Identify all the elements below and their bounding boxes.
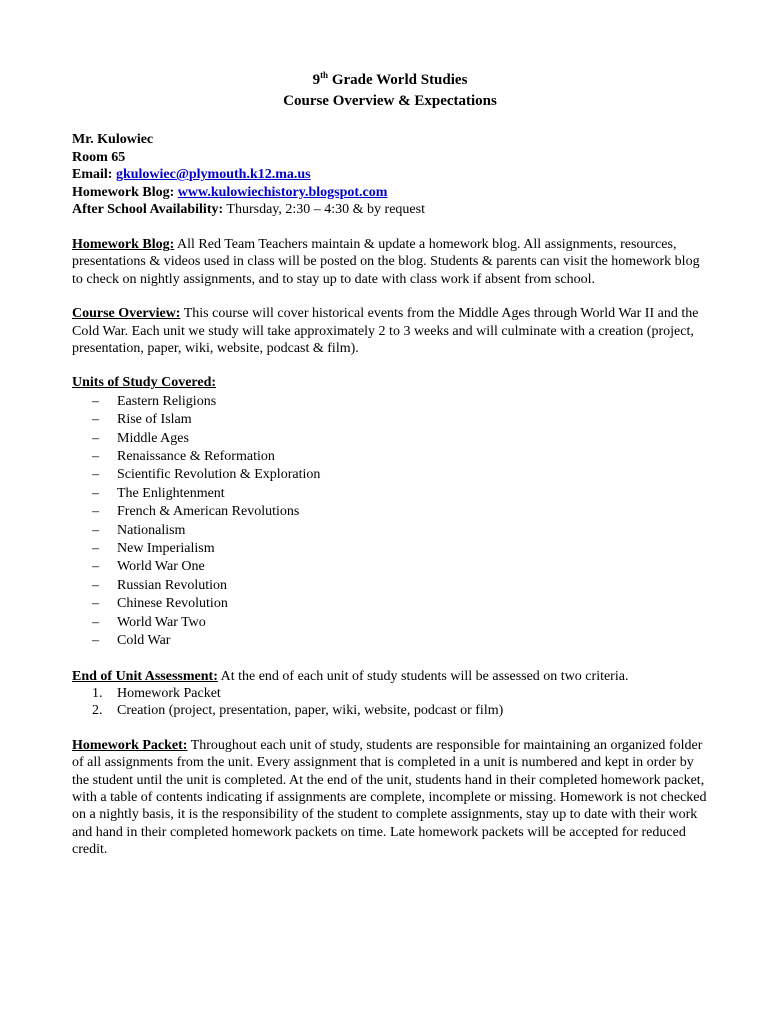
list-item xyxy=(92,614,708,632)
homework-packet-text: Throughout each unit of study, students are responsible for maintaining an organized folder of all assignments from the unit. Every assignment that is completed in a unit is numbered and kept in order by the student until the unit is completed. At the end of the unit, students hand in their completed homework packet, with a table of contents indicating if assignments are complete, incomplete or missing. Homework is not checked on a nightly basis, it is the responsibility of the student to complete assignments, stay up to date with their work and hand in their completed homework packets on time. Late homework packets will be accepted for reduced credit. xyxy=(72,737,707,858)
availability-line xyxy=(72,201,708,219)
unit-label: World War Two xyxy=(117,614,206,630)
list-item xyxy=(92,393,708,411)
list-item xyxy=(92,685,708,702)
email-label: Email: xyxy=(72,167,113,183)
list-item xyxy=(92,485,708,503)
grade-number: 9 xyxy=(312,72,321,88)
bullet-dash: – xyxy=(92,596,99,612)
criteria-number: 1. xyxy=(92,685,103,701)
unit-label: Middle Ages xyxy=(117,430,189,446)
assessment-text: At the end of each unit of study students will be assessed on two criteria. xyxy=(220,668,629,684)
bullet-dash: – xyxy=(92,504,99,520)
unit-label: Eastern Religions xyxy=(117,393,217,409)
list-item xyxy=(92,466,708,484)
blog-link[interactable]: www.kulowiechistory.blogspot.com xyxy=(177,184,388,200)
list-item xyxy=(92,577,708,595)
list-item xyxy=(92,503,708,521)
bullet-dash: – xyxy=(92,467,99,483)
bullet-dash: – xyxy=(92,393,99,409)
homework-blog-section xyxy=(72,236,708,288)
list-item xyxy=(92,632,708,650)
unit-label: Russian Revolution xyxy=(117,577,228,593)
unit-label: Rise of Islam xyxy=(117,412,192,428)
unit-label: Scientific Revolution & Exploration xyxy=(117,467,321,483)
bullet-dash: – xyxy=(92,522,99,538)
list-item xyxy=(92,448,708,466)
units-list xyxy=(72,393,708,651)
email-line xyxy=(72,166,708,184)
criteria-label: Creation (project, presentation, paper, wiki, website, podcast or film) xyxy=(117,703,504,719)
unit-label: Chinese Revolution xyxy=(117,596,228,612)
assessment-section xyxy=(72,668,708,685)
grade-superscript: th xyxy=(320,70,329,80)
homework-blog-heading: Homework Blog: xyxy=(72,236,175,252)
unit-label: Cold War xyxy=(117,633,171,649)
list-item xyxy=(92,558,708,576)
units-section xyxy=(72,374,708,391)
unit-label: Nationalism xyxy=(117,522,186,538)
unit-label: Renaissance & Reformation xyxy=(117,449,275,465)
course-overview-heading: Course Overview: xyxy=(72,306,181,322)
assessment-heading: End of Unit Assessment: xyxy=(72,668,218,684)
bullet-dash: – xyxy=(92,577,99,593)
assessment-criteria-list xyxy=(72,685,708,720)
bullet-dash: – xyxy=(92,430,99,446)
list-item xyxy=(92,430,708,448)
course-overview-section xyxy=(72,305,708,357)
availability-value: Thursday, 2:30 – 4:30 & by request xyxy=(226,202,425,218)
list-item xyxy=(92,540,708,558)
homework-packet-heading: Homework Packet: xyxy=(72,737,188,753)
room-number: Room 65 xyxy=(72,149,126,165)
bullet-dash: – xyxy=(92,614,99,630)
email-link[interactable]: gkulowiec@plymouth.k12.ma.us xyxy=(115,167,311,183)
blog-line xyxy=(72,184,708,202)
bullet-dash: – xyxy=(92,559,99,575)
list-item xyxy=(92,522,708,540)
bullet-dash: – xyxy=(92,449,99,465)
criteria-label: Homework Packet xyxy=(117,685,221,701)
homework-packet-section xyxy=(72,737,708,859)
bullet-dash: – xyxy=(92,412,99,428)
page-title xyxy=(72,70,708,91)
blog-label: Homework Blog: xyxy=(72,184,175,200)
page-subtitle: Course Overview & Expectations xyxy=(283,93,497,109)
list-item xyxy=(92,411,708,429)
bullet-dash: – xyxy=(92,541,99,557)
units-heading: Units of Study Covered: xyxy=(72,375,217,391)
unit-label: French & American Revolutions xyxy=(117,504,300,520)
contact-block xyxy=(72,131,708,219)
course-overview-text: This course will cover historical events from the Middle Ages through World War II and the Cold War. Each unit we study will take approximately 2 to 3 weeks and will culminate with a creation (project, presentation, paper, wiki, website, podcast & film). xyxy=(72,306,699,356)
homework-blog-text: All Red Team Teachers maintain & update a homework blog. All assignments, resources, presentations & videos used in class will be posted on the blog. Students & parents can visit the homework blog to check on nightly assignments, and to stay up to date with class work if absent from school. xyxy=(72,236,700,287)
unit-label: The Enlightenment xyxy=(117,485,225,501)
bullet-dash: – xyxy=(92,633,99,649)
list-item xyxy=(92,595,708,613)
list-item xyxy=(92,702,708,719)
availability-label: After School Availability: xyxy=(72,202,224,218)
unit-label: New Imperialism xyxy=(117,541,215,557)
teacher-name: Mr. Kulowiec xyxy=(72,132,154,147)
title-text: Grade World Studies xyxy=(331,72,468,88)
bullet-dash: – xyxy=(92,485,99,501)
criteria-number: 2. xyxy=(92,703,103,719)
unit-label: World War One xyxy=(117,559,205,575)
